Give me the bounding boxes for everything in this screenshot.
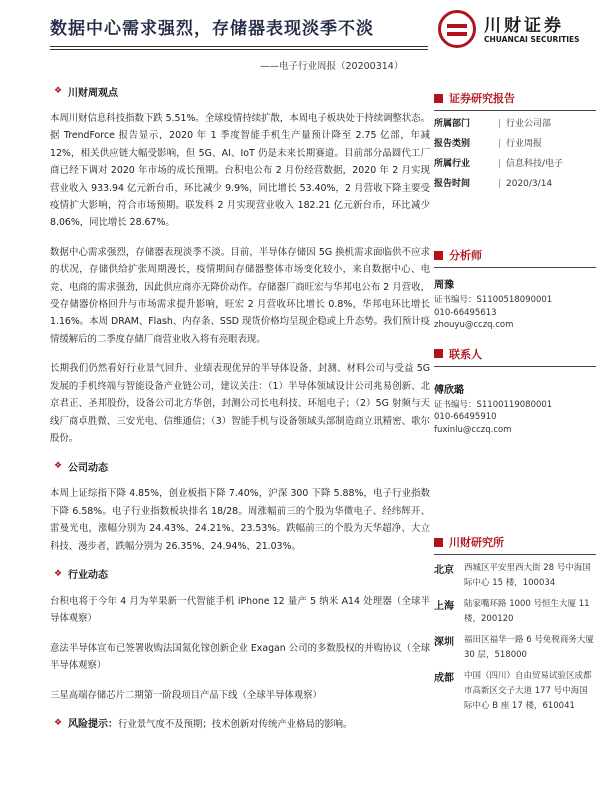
risk-warning	[50, 716, 430, 730]
sidebar-rule	[434, 366, 596, 367]
sidebar-rule	[434, 554, 596, 555]
section-heading-text: 行业动态	[68, 570, 108, 582]
analyst-email[interactable]: zhouyu@cczq.com	[434, 320, 514, 330]
sidebar-heading: 川财研究所	[434, 534, 596, 550]
section-heading	[50, 84, 430, 98]
report-title: 数据中心需求强烈，存储器表现淡季不淡	[50, 19, 374, 39]
section-heading-text: 公司动态	[68, 462, 108, 474]
report-subtitle: ——电子行业周报（20200314）	[260, 61, 404, 72]
info-row: 报告类别 | 行业周报	[434, 139, 543, 149]
square-bullet-icon	[434, 94, 443, 103]
diamond-bullet-icon: ❖	[54, 568, 63, 579]
analyst-phone: 010-66495613	[434, 307, 497, 318]
logo-emblem-icon	[438, 10, 476, 48]
diamond-bullet-icon: ❖	[54, 86, 63, 96]
analyst-name: 周豫	[434, 280, 454, 291]
sidebar-heading: 证券研究报告	[434, 90, 596, 106]
news-item: 意法半导体宣布已签署收购法国氮化镓创新企业 Exagan 公司的多数股权的并购协议（全球半导体观察）	[50, 642, 430, 672]
header-rule-bottom	[50, 49, 428, 50]
info-row: 所属部门 | 行业公司部	[434, 119, 552, 129]
diamond-bullet-icon: ❖	[54, 717, 63, 728]
contact-phone: 010-66495910	[434, 412, 497, 422]
sidebar-heading: 联系人	[434, 346, 596, 362]
sidebar-rule	[434, 110, 596, 111]
logo-text-en: CHUANCAI SECURITIES	[484, 35, 580, 44]
section-heading	[50, 567, 430, 581]
company-logo	[438, 10, 588, 50]
contact-cert: 证书编号：S1100119080001	[434, 399, 553, 410]
analyst-cert: 证书编号：S1100518090001	[434, 295, 553, 305]
contact-name: 傅欣璐	[434, 384, 464, 396]
office-row: 上海 陆家嘴环路 1000 号恒生大厦 11 楼，200120	[434, 599, 590, 624]
logo-text-cn: 川财证券	[484, 16, 564, 36]
office-row: 深圳 福田区福华一路 6 号免税商务大厦 30 层，518000	[434, 635, 594, 660]
paragraph: 本周川财信息科技指数下跌 5.51%。全球疫情持续扩散，本周电子板块处于持续调整状态。据 TrendForce 报告显示，2020 年 1 季度智能手机生产量预计降至 2.75 亿部，年减 12%，相关供应链大幅受影响，但 5G、AI、IoT 仍是未来长期赛道。目前部分晶圆代工厂商已经下调对 2020 年市场的成长预期。台积电公布 2 月份经营数据，2020 年 2 月实现营业收入 933.94 亿元新台币，环比减少 9.9%，同比增长 53.40%，2 月营收下降主要受疫情扩大影响，符合市场预期。联发科 2 月实现营业收入 182.21 亿元新台币，环比减少 8.06%，同比增长 28.67%。	[50, 113, 430, 229]
sidebar	[434, 90, 596, 714]
paragraph: 长期我们仍然看好行业景气回升、业绩表现优异的半导体设备、封测、材料公司与受益 5G 发展的手机终端与智能设备产业链公司，建议关注：（1）半导体领域设计公司兆易创新、北京君正、圣邦股份，设备公司北方华创，封测公司长电科技、环旭电子；（2）5G 射频与天线厂商卓胜微、三安光电、信维通信；（3）智能手机与设备领域头部制造商立讯精密、歌尔股份。	[50, 363, 430, 444]
analyst-card	[434, 276, 596, 332]
risk-text: 行业景气度不及预期；技术创新对传统产业格局的影响。	[118, 718, 353, 730]
main-content	[50, 84, 430, 730]
office-row: 北京 西城区平安里西大街 28 号中海国际中心 15 楼，100034	[434, 563, 591, 588]
header-rule-top	[50, 46, 428, 47]
diamond-bullet-icon: ❖	[54, 461, 63, 472]
sidebar-rule	[434, 267, 596, 268]
paragraph: 数据中心需求强烈，存储器表现淡季不淡。目前，半导体存储因 5G 换机需求面临供不应求的状况，存储供给扩张周期漫长，疫情期间存储器整体市场变化较小，来自数据中心、电竞、电商的需求强劲，因此供应商亦无降价动作。存储器厂商旺宏与华邦电公布 2 月营收，受存储器价格回升与市场需求提升影响，旺宏 2 月营收环比增长 0.8%，华邦电环比增长 1.16%。本周 DRAM、Flash、内存条、SSD 现货价格均呈现企稳或上升态势。我们预计疫情缓解后的二季度存储厂商营业收入将有亮眼表现。	[50, 246, 430, 345]
paragraph: 本周上证综指下降 4.85%，创业板指下降 7.40%，沪深 300 下降 5.88%，电子行业指数下降 6.58%。电子行业指数板块排名 18/28。周涨幅前三的个股为华微电子、经纬辉开、雷曼光电，涨幅分别为 24.43%、24.21%、23.53%。跌幅前三的个股为天华超净、大立科技、漫步者，跌幅分别为 26.35%、24.94%、21.03%。	[50, 488, 430, 552]
info-row: 报告时间 | 2020/3/14	[434, 179, 553, 189]
contact-email[interactable]: fuxinlu@cczq.com	[434, 424, 512, 435]
section-heading	[50, 459, 430, 473]
info-row: 所属行业 | 信息科技/电子	[434, 159, 564, 169]
risk-label: 风险提示：	[68, 719, 118, 731]
contact-card	[434, 381, 596, 437]
section-heading-text: 川财周观点	[68, 87, 118, 99]
news-item: 三星高端存储芯片二期第一阶段项目产品下线（全球半导体观察）	[50, 689, 322, 701]
square-bullet-icon	[434, 538, 443, 547]
office-row: 成都 中国（四川）自由贸易试验区成都市高新区交子大道 177 号中海国际中心 B 座 17 楼，610041	[434, 671, 592, 711]
sidebar-heading: 分析师	[434, 247, 596, 263]
news-item: 台积电将于今年 4 月为苹果新一代智能手机 iPhone 12 量产 5 纳米 A14 处理器（全球半导体观察）	[50, 595, 430, 625]
square-bullet-icon	[434, 349, 443, 358]
square-bullet-icon	[434, 251, 443, 260]
